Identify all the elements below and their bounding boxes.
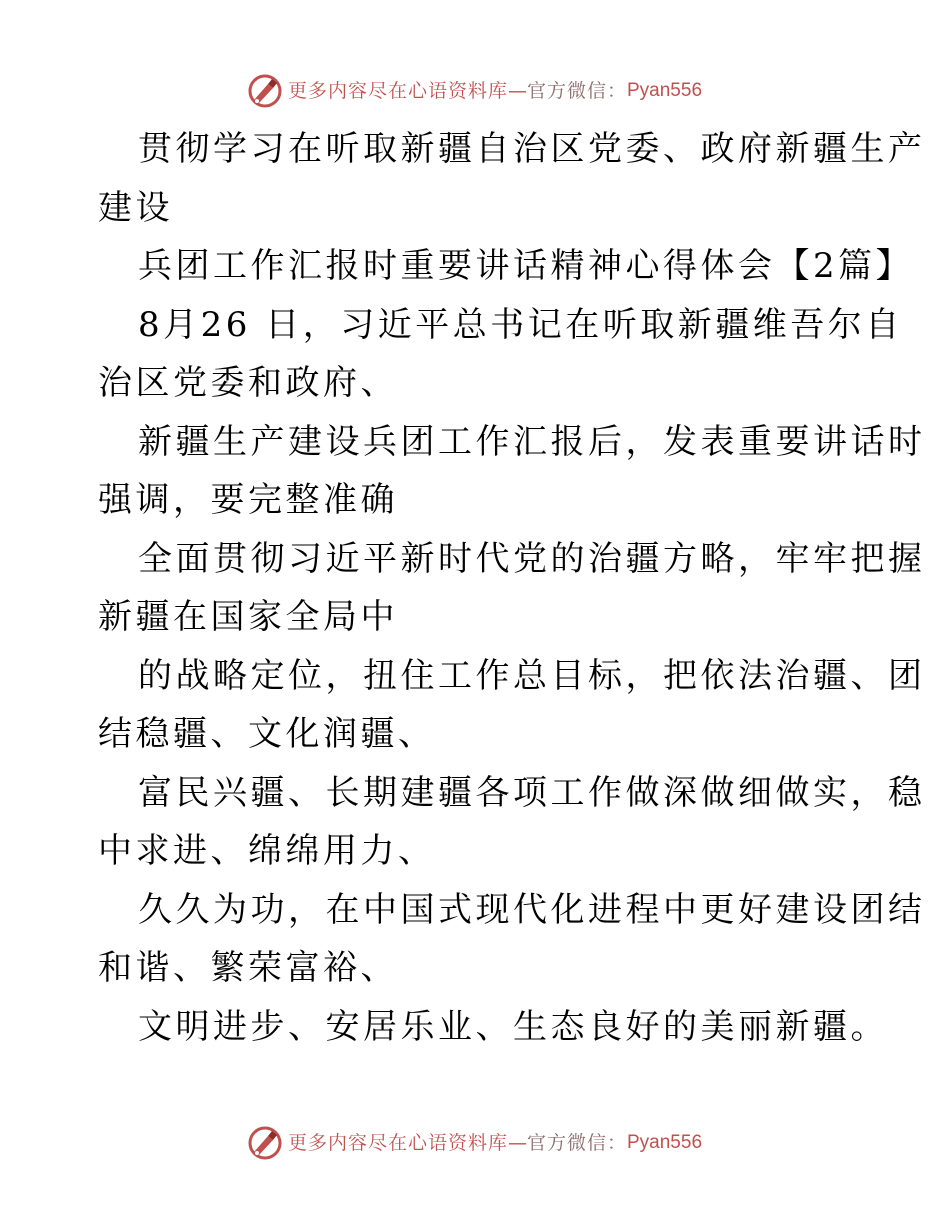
header-wechat-id: Pyan556: [627, 80, 703, 101]
paragraph-line: 8月26 日，习近平总书记在听取新疆维吾尔自: [138, 304, 903, 345]
header-watermark-banner: [0, 74, 950, 108]
header-wechat-label: 官方微信：: [526, 80, 627, 102]
footer-dash: —: [507, 1132, 527, 1154]
paragraph-continuation: 强调，要完整准确: [98, 480, 398, 520]
document-body: [98, 120, 926, 1056]
paragraph-continuation: 和谐、繁荣富裕、: [98, 948, 398, 988]
pen-logo-icon: [248, 74, 282, 108]
paragraph-line: 文明进步、安居乐业、生态良好的美丽新疆。: [138, 1006, 888, 1047]
footer-watermark-banner: [0, 1126, 950, 1160]
paragraph-line: 兵团工作汇报时重要讲话精神心得体会【2篇】: [138, 246, 914, 286]
paragraph-continuation: 结稳疆、文化润疆、: [98, 714, 436, 754]
paragraph-continuation: 新疆在国家全局中: [98, 597, 398, 637]
paragraph-line: 的战略定位，扭住工作总目标，把依法治疆、团: [138, 655, 926, 696]
paragraph-line: 富民兴疆、长期建疆各项工作做深做细做实，稳: [138, 772, 926, 813]
header-brand-text: 更多内容尽在心语资料库: [287, 80, 508, 102]
footer-wechat-id: Pyan556: [627, 1132, 703, 1153]
paragraph-line: 贯彻学习在听取新疆自治区党委、政府新疆生产: [138, 129, 926, 169]
paragraph-continuation: 建设: [98, 187, 173, 228]
pen-logo-icon: [248, 1126, 282, 1160]
paragraph-line: 新疆生产建设兵团工作汇报后，发表重要讲话时: [138, 421, 926, 462]
footer-brand-text: 更多内容尽在心语资料库: [287, 1132, 508, 1154]
paragraph-line: 久久为功，在中国式现代化进程中更好建设团结: [138, 889, 926, 930]
header-dash: —: [507, 80, 527, 102]
paragraph-continuation: 中求进、绵绵用力、: [98, 831, 436, 871]
paragraph-line: 全面贯彻习近平新时代党的治疆方略，牢牢把握: [138, 538, 926, 579]
footer-wechat-label: 官方微信：: [526, 1132, 627, 1154]
paragraph-continuation: 治区党委和政府、: [98, 363, 398, 403]
